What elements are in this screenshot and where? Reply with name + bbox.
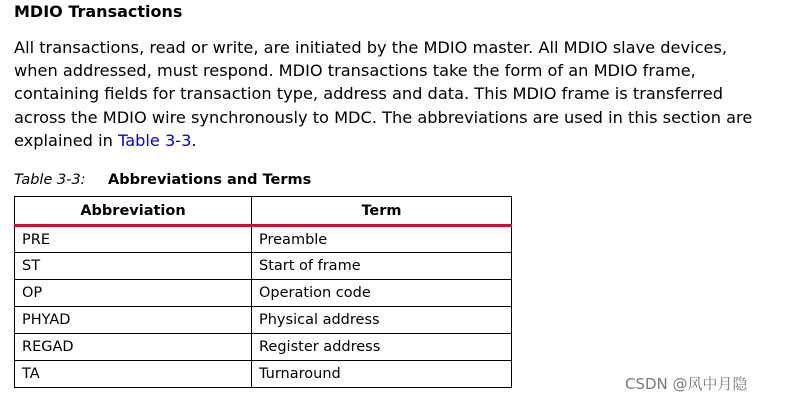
term-cell: Preamble (252, 226, 512, 253)
term-cell: Operation code (252, 280, 512, 307)
paragraph-line-5-prefix: explained in (14, 130, 118, 150)
term-cell: Turnaround (252, 361, 512, 388)
body-paragraph (14, 36, 789, 152)
abbreviation-cell: PHYAD (15, 307, 252, 334)
section-title: MDIO Transactions (14, 2, 183, 21)
csdn-watermark: CSDN @风中月隐 (625, 375, 748, 393)
header-term: Term (252, 197, 512, 226)
table-caption-label: Table 3-3: (14, 172, 86, 188)
paragraph-line-5 (14, 129, 789, 152)
table-row (15, 280, 512, 307)
abbreviation-cell: PRE (15, 226, 252, 253)
table-row (15, 361, 512, 388)
table-row (15, 307, 512, 334)
term-cell: Start of frame (252, 253, 512, 280)
paragraph-line-4: across the MDIO wire synchronously to MDC. The abbreviations are used in this section are (14, 107, 753, 127)
table-3-3-link[interactable]: Table 3-3 (118, 130, 192, 150)
abbreviation-cell: ST (15, 253, 252, 280)
table-row (15, 253, 512, 280)
term-cell: Register address (252, 334, 512, 361)
paragraph-line-3: containing fields for transaction type, address and data. This MDIO frame is transferred (14, 84, 724, 104)
table-caption (14, 171, 311, 189)
table-row (15, 334, 512, 361)
table-caption-title: Abbreviations and Terms (108, 172, 312, 188)
term-cell: Physical address (252, 307, 512, 334)
abbreviations-table (14, 196, 512, 388)
table-header-row (15, 197, 512, 226)
paragraph-line-2: when addressed, must respond. MDIO transactions take the form of an MDIO frame, (14, 61, 696, 81)
table-row (15, 226, 512, 253)
abbreviation-cell: TA (15, 361, 252, 388)
abbreviation-cell: OP (15, 280, 252, 307)
abbreviation-cell: REGAD (15, 334, 252, 361)
paragraph-line-1: All transactions, read or write, are initiated by the MDIO master. All MDIO slave devices, (14, 38, 728, 57)
header-abbreviation: Abbreviation (15, 197, 252, 226)
paragraph-line-5-suffix: . (191, 130, 197, 150)
